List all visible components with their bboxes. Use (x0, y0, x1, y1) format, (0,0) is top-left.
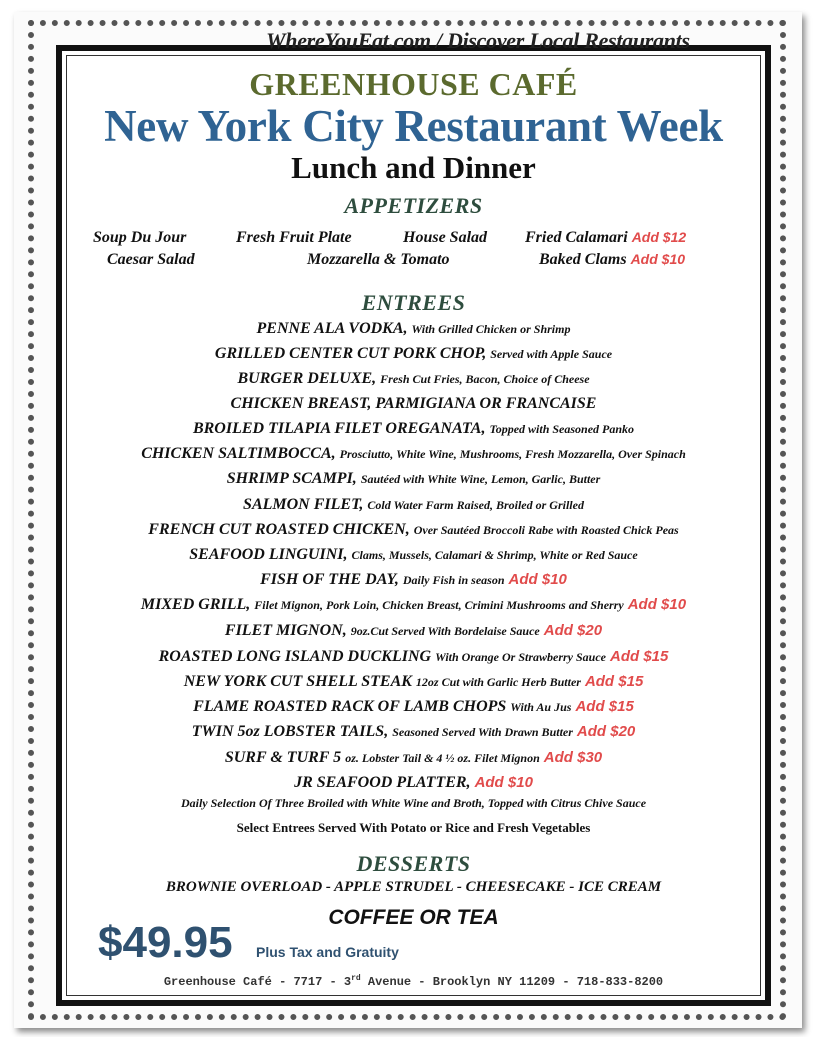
appetizer-item: Soup Du Jour (93, 229, 187, 246)
entree-name: ROASTED LONG ISLAND DUCKLING (158, 648, 432, 665)
entree-name: SHRIMP SCAMPI, (226, 470, 357, 487)
entree-addon-price: Add $30 (543, 749, 603, 766)
entree-item (60, 320, 767, 338)
entree-name: MIXED GRILL, (140, 596, 251, 613)
entree-item (60, 521, 767, 539)
entree-description: Cold Water Farm Raised, Broiled or Grilled (367, 498, 584, 512)
entree-item (60, 648, 767, 666)
price-tax-note: Plus Tax and Gratuity (256, 944, 399, 960)
meal-times: Lunch and Dinner (291, 150, 536, 185)
entree-description: Seasoned Served With Drawn Butter (392, 725, 573, 739)
entree-item (60, 420, 767, 438)
event-title: New York City Restaurant Week (104, 101, 723, 151)
entree-name: FRENCH CUT ROASTED CHICKEN, (148, 521, 410, 538)
appetizer-item: House Salad (403, 229, 488, 246)
appetizer-item-name: Fried Calamari (525, 229, 628, 246)
entree-item-description-line (60, 794, 767, 812)
address-suffix: Avenue - Brooklyn NY 11209 - 718-833-8200 (360, 975, 664, 989)
entree-item (60, 445, 767, 463)
price-amount: $49.95 (98, 918, 233, 967)
entree-item (60, 673, 767, 691)
appetizer-item: Fresh Fruit Plate (236, 229, 352, 246)
entree-item (60, 698, 767, 716)
entree-description: oz. Lobster Tail & 4 ½ oz. Filet Mignon (345, 751, 540, 765)
entree-name: FILET MIGNON, (224, 622, 347, 639)
entree-name: BURGER DELUXE, (237, 370, 377, 387)
entree-name: PENNE ALA VODKA, (256, 320, 408, 337)
entree-addon-price: Add $15 (610, 648, 669, 665)
appetizer-item: Mozzarella & Tomato (307, 251, 450, 268)
appetizer-item (525, 229, 686, 247)
entree-item (60, 470, 767, 488)
entree-item (60, 749, 767, 767)
appetizer-addon-price: Add $10 (630, 251, 686, 267)
appetizer-item (539, 251, 685, 269)
appetizers-heading: APPETIZERS (344, 193, 483, 218)
entree-name: SEAFOOD LINGUINI, (189, 546, 348, 563)
entree-name: NEW YORK CUT SHELL STEAK (183, 673, 412, 690)
entree-name: SALMON FILET, (243, 496, 364, 513)
entree-description: Topped with Seasoned Panko (489, 422, 635, 436)
entree-addon-price: Add $10 (627, 596, 687, 613)
entree-item (60, 571, 767, 589)
entree-name: BROILED TILAPIA FILET OREGANATA, (192, 420, 486, 437)
entree-name: FLAME ROASTED RACK OF LAMB CHOPS (193, 698, 507, 715)
address-ordinal: rd (351, 974, 361, 983)
entrees-heading: ENTREES (361, 290, 466, 315)
entree-description: With Grilled Chicken or Shrimp (411, 322, 571, 336)
entree-item (60, 546, 767, 564)
sides-note: Select Entrees Served With Potato or Rice and Fresh Vegetables (236, 820, 591, 835)
entree-description: 12oz Cut with Garlic Herb Butter (415, 675, 581, 689)
entree-item (60, 596, 767, 614)
entree-name: CHICKEN SALTIMBOCCA, (141, 445, 336, 462)
entree-addon-price: Add $10 (474, 774, 533, 791)
entree-description: Clams, Mussels, Calamari & Shrimp, White or Red Sauce (351, 548, 638, 562)
entree-description: Filet Mignon, Pork Loin, Chicken Breast, Crimini Mushrooms and Sherry (254, 598, 624, 612)
entree-name: GRILLED CENTER CUT PORK CHOP, (214, 345, 487, 362)
entree-item (60, 774, 767, 792)
entree-description: Prosciutto, White Wine, Mushrooms, Fresh Mozzarella, Over Spinach (339, 447, 686, 461)
beverage-line: COFFEE OR TEA (328, 906, 499, 929)
entree-item (60, 370, 767, 388)
entree-description: With Au Jus (510, 700, 572, 714)
address-prefix: Greenhouse Café - 7717 - 3 (163, 975, 352, 989)
restaurant-address (60, 974, 767, 989)
entree-item (60, 345, 767, 363)
entree-addon-price: Add $20 (576, 723, 636, 740)
entree-description: Daily Fish in season (402, 573, 505, 587)
entree-description: Sautéed with White Wine, Lemon, Garlic, Butter (360, 472, 601, 486)
entree-name: SURF & TURF 5 (224, 749, 342, 766)
entree-description: 9oz.Cut Served With Bordelaise Sauce (350, 624, 540, 638)
entree-name: TWIN 5oz LOBSTER TAILS, (191, 723, 389, 740)
appetizer-item-name: Baked Clams (539, 251, 627, 268)
entree-name: FISH OF THE DAY, (260, 571, 399, 588)
entree-name: JR SEAFOOD PLATTER, (294, 774, 471, 791)
entree-addon-price: Add $15 (575, 698, 634, 715)
desserts-list: BROWNIE OVERLOAD - APPLE STRUDEL - CHEESECAKE - ICE CREAM (165, 879, 662, 895)
entree-description: Over Sautéed Broccoli Rabe with Roasted Chick Peas (413, 523, 679, 537)
entree-addon-price: Add $15 (584, 673, 644, 690)
entree-description: Fresh Cut Fries, Bacon, Choice of Cheese (380, 372, 590, 386)
entree-item (60, 496, 767, 514)
entree-addon-price: Add $20 (543, 622, 603, 639)
entree-item (60, 622, 767, 640)
desserts-heading: DESSERTS (356, 851, 471, 876)
appetizer-item: Caesar Salad (107, 251, 195, 268)
entree-addon-price: Add $10 (508, 571, 567, 588)
entree-item (60, 723, 767, 741)
entree-name: CHICKEN BREAST, PARMIGIANA OR FRANCAISE (230, 395, 597, 412)
entree-description: With Orange Or Strawberry Sauce (435, 650, 607, 664)
watermark-text: WhereYouEat.com / Discover Local Restaurants (266, 28, 690, 53)
entree-description: Served with Apple Sauce (490, 347, 613, 361)
entree-item (60, 395, 767, 413)
appetizer-addon-price: Add $12 (631, 229, 687, 245)
seafood-platter-description: Daily Selection Of Three Broiled with White Wine and Broth, Topped with Citrus Chive Sauce (180, 796, 647, 810)
cafe-name: GREENHOUSE CAFÉ (249, 66, 578, 102)
